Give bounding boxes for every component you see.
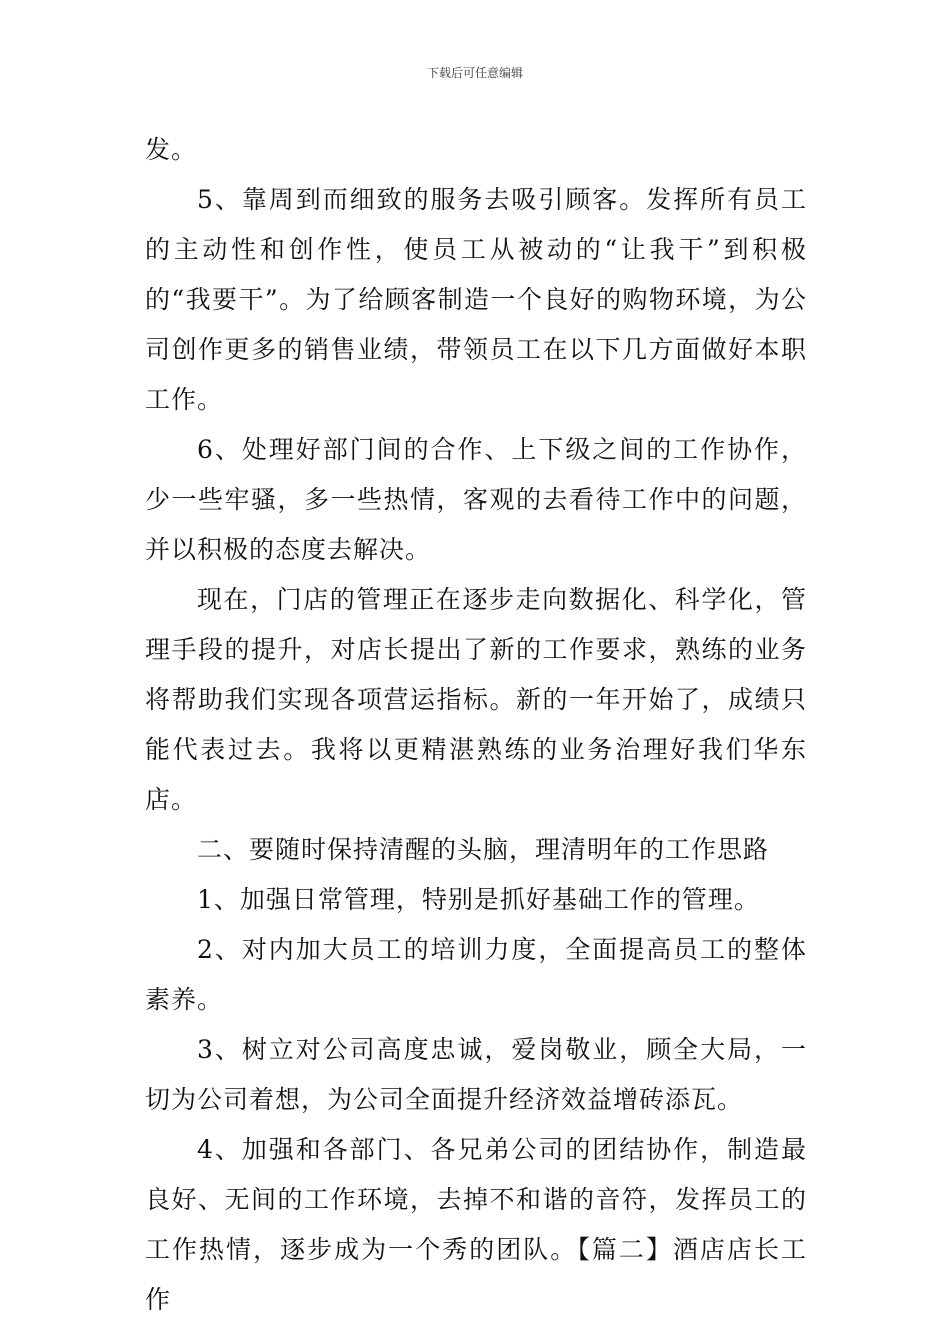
paragraph-point-3: 3、树立对公司高度忠诚，爱岗敬业，顾全大局，一切为公司着想，为公司全面提升经济效益增砖添瓦。 (145, 1035, 807, 1114)
paragraph-point-4: 4、加强和各部门、各兄弟公司的团结协作，制造最良好、无间的工作环境，去掉不和谐的音符，发挥员工的工作热情，逐步成为一个秀的团队。【篇二】酒店店长工作 (145, 1135, 807, 1314)
paragraph-item-6: 6、处理好部门间的合作、上下级之间的工作协作，少一些牢骚，多一些热情，客观的去看待工作中的问题，并以积极的态度去解决。 (145, 435, 807, 564)
page-header: 下载后可任意编辑 (426, 66, 523, 80)
paragraph-summary: 现在，门店的管理正在逐步走向数据化、科学化，管理手段的提升，对店长提出了新的工作要求，熟练的业务将帮助我们实现各项营运指标。新的一年开始了，成绩只能代表过去。我将以更精湛熟练的业务治理好我们华东店。 (145, 585, 807, 814)
paragraph-item-5: 5、靠周到而细致的服务去吸引顾客。发挥所有员工的主动性和创作性，使员工从被动的“让我干”到积极的“我要干”。为了给顾客制造一个良好的购物环境，为公司创作更多的销售业绩，带领员工在以下几方面做好本职工作。 (145, 185, 807, 414)
document-body (145, 125, 807, 1325)
paragraph-continuation: 发。 (145, 135, 198, 164)
paragraph-point-2: 2、对内加大员工的培训力度，全面提高员工的整体素养。 (145, 935, 807, 1014)
paragraph-point-1: 1、加强日常管理，特别是抓好基础工作的管理。 (197, 885, 760, 914)
section-heading: 二、要随时保持清醒的头脑，理清明年的工作思路 (197, 835, 770, 864)
